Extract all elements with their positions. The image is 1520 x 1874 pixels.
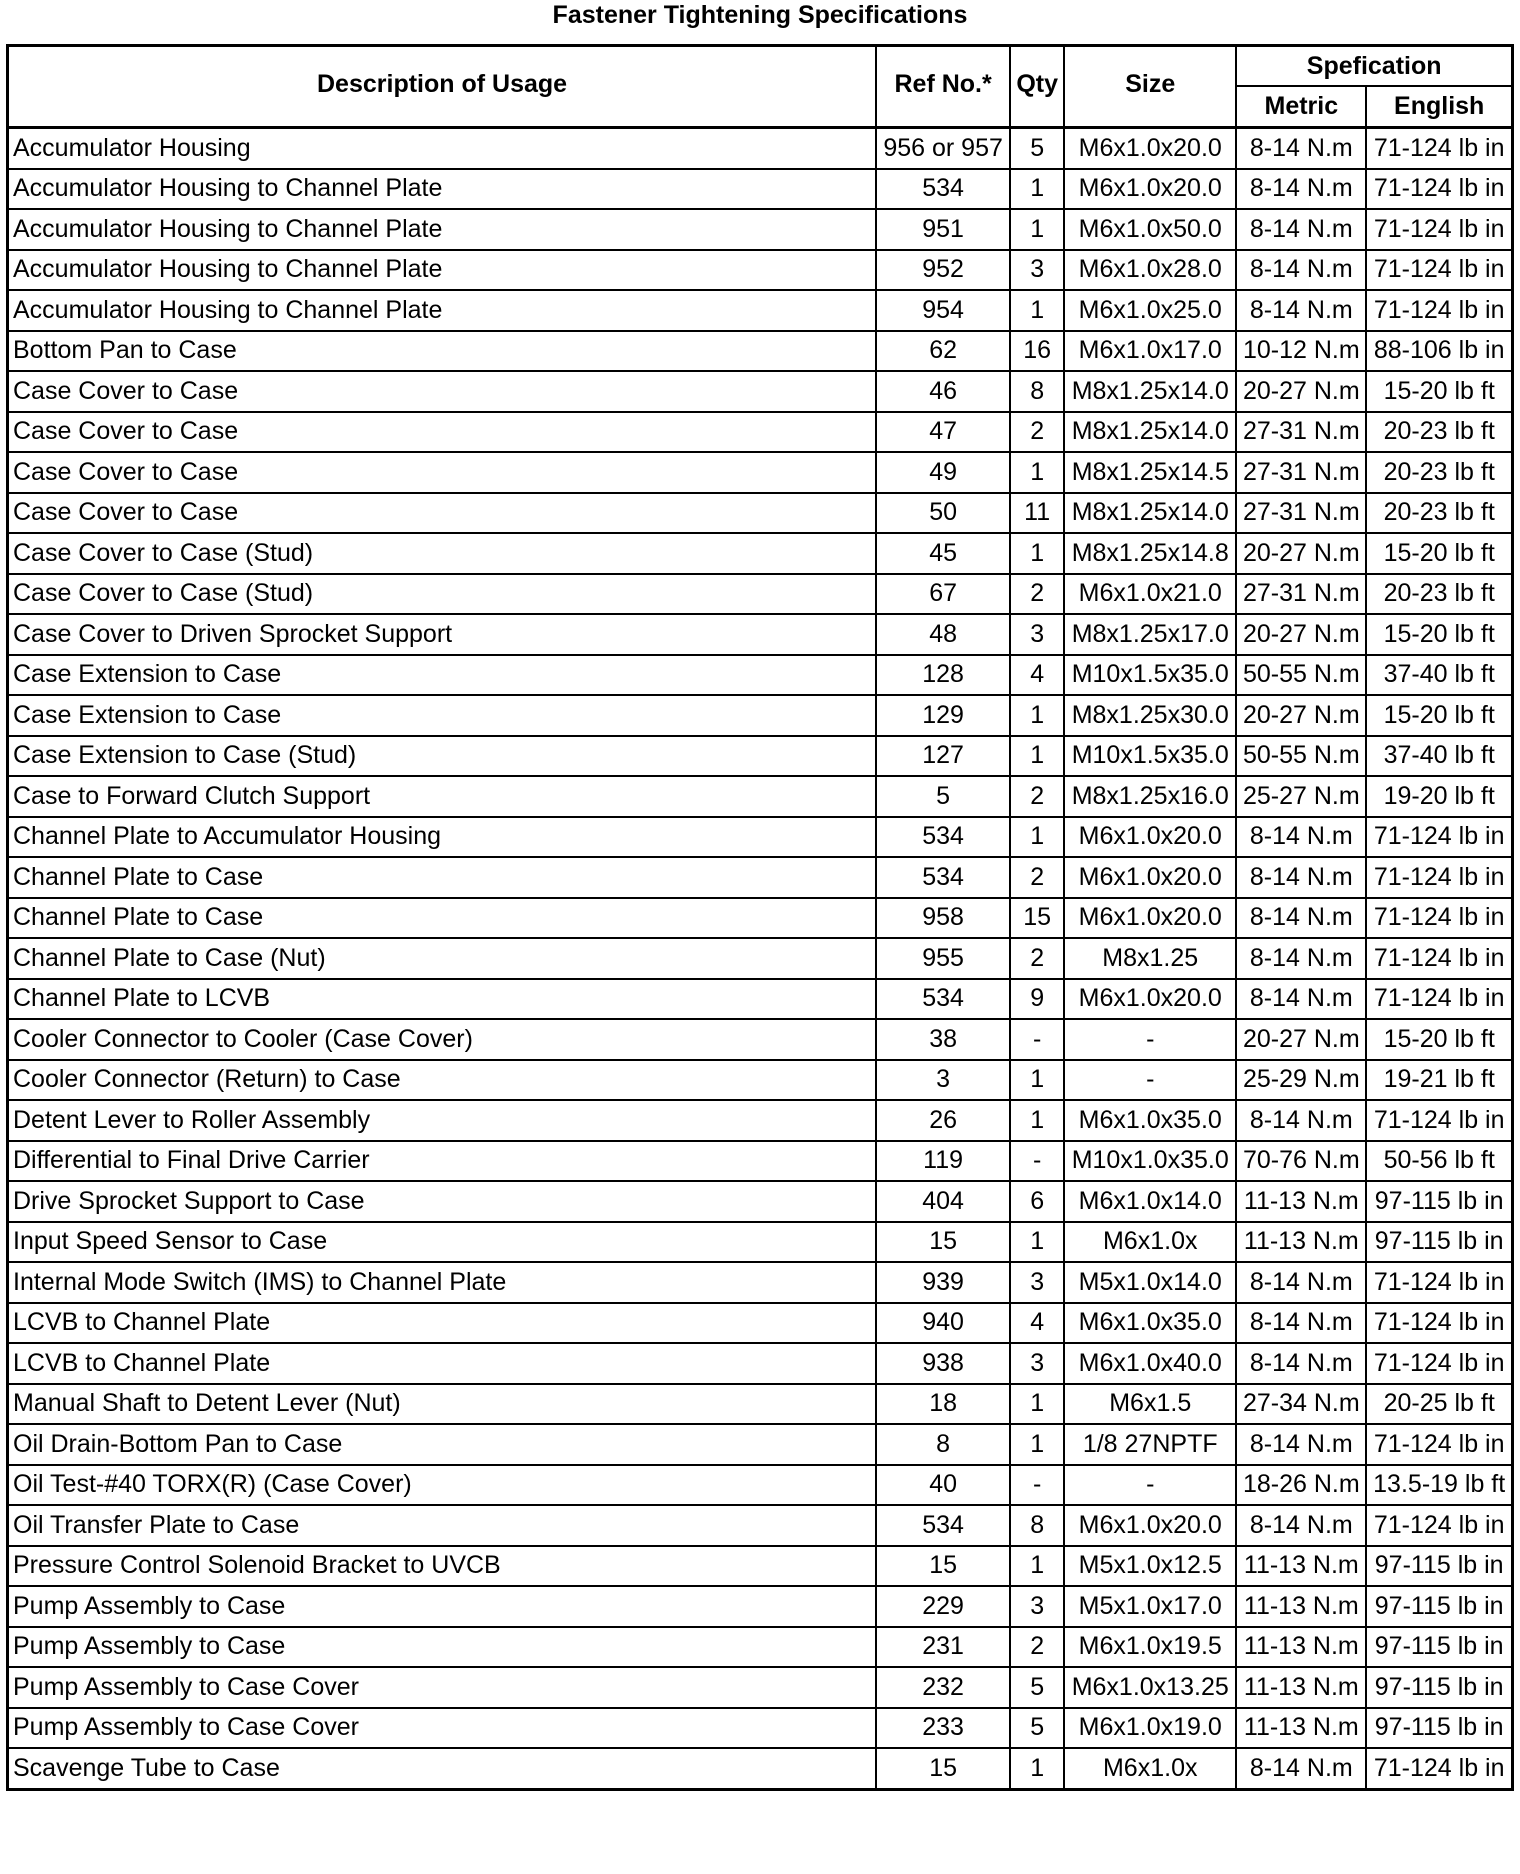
cell-size: M10x1.5x35.0 bbox=[1064, 655, 1236, 696]
cell-qty: 6 bbox=[1010, 1181, 1064, 1222]
table-row bbox=[8, 1586, 1513, 1627]
cell-size: M10x1.5x35.0 bbox=[1064, 736, 1236, 777]
cell-description: Accumulator Housing to Channel Plate bbox=[8, 169, 877, 210]
table-row bbox=[8, 452, 1513, 493]
cell-english: 20-23 lb ft bbox=[1366, 574, 1512, 615]
cell-size: M6x1.0x35.0 bbox=[1064, 1303, 1236, 1344]
cell-metric: 18-26 N.m bbox=[1236, 1465, 1366, 1506]
cell-description: Case Cover to Case bbox=[8, 371, 877, 412]
cell-ref-no: 951 bbox=[876, 209, 1010, 250]
cell-qty: 3 bbox=[1010, 1343, 1064, 1384]
cell-metric: 20-27 N.m bbox=[1236, 1019, 1366, 1060]
cell-size: M6x1.0x bbox=[1064, 1222, 1236, 1263]
cell-size: M8x1.25x17.0 bbox=[1064, 614, 1236, 655]
cell-metric: 8-14 N.m bbox=[1236, 169, 1366, 210]
cell-metric: 27-31 N.m bbox=[1236, 452, 1366, 493]
cell-ref-no: 50 bbox=[876, 493, 1010, 534]
cell-description: Case Cover to Case bbox=[8, 493, 877, 534]
cell-qty: 2 bbox=[1010, 857, 1064, 898]
cell-qty: - bbox=[1010, 1141, 1064, 1182]
cell-size: M8x1.25x14.8 bbox=[1064, 533, 1236, 574]
cell-english: 20-23 lb ft bbox=[1366, 493, 1512, 534]
table-row bbox=[8, 979, 1513, 1020]
cell-english: 71-124 lb in bbox=[1366, 128, 1512, 169]
table-row bbox=[8, 817, 1513, 858]
cell-ref-no: 954 bbox=[876, 290, 1010, 331]
cell-description: Cooler Connector (Return) to Case bbox=[8, 1060, 877, 1101]
cell-description: Case Cover to Driven Sprocket Support bbox=[8, 614, 877, 655]
cell-description: Bottom Pan to Case bbox=[8, 331, 877, 372]
cell-qty: - bbox=[1010, 1019, 1064, 1060]
cell-english: 37-40 lb ft bbox=[1366, 655, 1512, 696]
cell-english: 97-115 lb in bbox=[1366, 1181, 1512, 1222]
table-body bbox=[8, 128, 1513, 1790]
cell-english: 20-23 lb ft bbox=[1366, 452, 1512, 493]
cell-metric: 8-14 N.m bbox=[1236, 1303, 1366, 1344]
cell-description: LCVB to Channel Plate bbox=[8, 1343, 877, 1384]
cell-ref-no: 534 bbox=[876, 1505, 1010, 1546]
table-row bbox=[8, 169, 1513, 210]
cell-metric: 8-14 N.m bbox=[1236, 1100, 1366, 1141]
cell-size: M6x1.0x17.0 bbox=[1064, 331, 1236, 372]
cell-ref-no: 46 bbox=[876, 371, 1010, 412]
cell-english: 97-115 lb in bbox=[1366, 1627, 1512, 1668]
cell-english: 71-124 lb in bbox=[1366, 1303, 1512, 1344]
cell-english: 97-115 lb in bbox=[1366, 1586, 1512, 1627]
cell-size: M8x1.25x14.0 bbox=[1064, 493, 1236, 534]
header-size: Size bbox=[1064, 46, 1236, 128]
table-row bbox=[8, 1627, 1513, 1668]
cell-english: 15-20 lb ft bbox=[1366, 614, 1512, 655]
cell-qty: 15 bbox=[1010, 898, 1064, 939]
cell-ref-no: 534 bbox=[876, 169, 1010, 210]
table-row bbox=[8, 736, 1513, 777]
cell-metric: 27-31 N.m bbox=[1236, 574, 1366, 615]
cell-ref-no: 952 bbox=[876, 250, 1010, 291]
cell-metric: 8-14 N.m bbox=[1236, 1748, 1366, 1789]
cell-ref-no: 15 bbox=[876, 1222, 1010, 1263]
cell-qty: 2 bbox=[1010, 1627, 1064, 1668]
cell-description: Oil Drain-Bottom Pan to Case bbox=[8, 1424, 877, 1465]
cell-english: 71-124 lb in bbox=[1366, 1343, 1512, 1384]
cell-english: 71-124 lb in bbox=[1366, 1748, 1512, 1789]
cell-ref-no: 940 bbox=[876, 1303, 1010, 1344]
cell-ref-no: 129 bbox=[876, 695, 1010, 736]
cell-size: M8x1.25x14.0 bbox=[1064, 371, 1236, 412]
table-row bbox=[8, 1424, 1513, 1465]
cell-ref-no: 939 bbox=[876, 1262, 1010, 1303]
table-row bbox=[8, 695, 1513, 736]
cell-english: 20-23 lb ft bbox=[1366, 412, 1512, 453]
cell-qty: 9 bbox=[1010, 979, 1064, 1020]
cell-english: 20-25 lb ft bbox=[1366, 1384, 1512, 1425]
cell-description: Channel Plate to Case bbox=[8, 857, 877, 898]
cell-qty: 3 bbox=[1010, 250, 1064, 291]
cell-description: Oil Test-#40 TORX(R) (Case Cover) bbox=[8, 1465, 877, 1506]
cell-size: M6x1.0x25.0 bbox=[1064, 290, 1236, 331]
table-row bbox=[8, 857, 1513, 898]
cell-qty: 1 bbox=[1010, 1424, 1064, 1465]
cell-english: 71-124 lb in bbox=[1366, 938, 1512, 979]
cell-size: M8x1.25 bbox=[1064, 938, 1236, 979]
cell-ref-no: 119 bbox=[876, 1141, 1010, 1182]
cell-ref-no: 534 bbox=[876, 857, 1010, 898]
cell-description: Pump Assembly to Case Cover bbox=[8, 1667, 877, 1708]
cell-metric: 70-76 N.m bbox=[1236, 1141, 1366, 1182]
cell-qty: 2 bbox=[1010, 574, 1064, 615]
cell-size: M5x1.0x14.0 bbox=[1064, 1262, 1236, 1303]
cell-english: 15-20 lb ft bbox=[1366, 533, 1512, 574]
cell-description: Case Extension to Case bbox=[8, 655, 877, 696]
cell-ref-no: 938 bbox=[876, 1343, 1010, 1384]
cell-size: - bbox=[1064, 1060, 1236, 1101]
cell-english: 71-124 lb in bbox=[1366, 898, 1512, 939]
cell-size: M6x1.0x40.0 bbox=[1064, 1343, 1236, 1384]
table-row bbox=[8, 371, 1513, 412]
cell-qty: 1 bbox=[1010, 1060, 1064, 1101]
table-row bbox=[8, 1505, 1513, 1546]
cell-english: 97-115 lb in bbox=[1366, 1708, 1512, 1749]
cell-english: 71-124 lb in bbox=[1366, 1424, 1512, 1465]
fastener-spec-table bbox=[6, 44, 1514, 1791]
cell-ref-no: 3 bbox=[876, 1060, 1010, 1101]
cell-metric: 25-29 N.m bbox=[1236, 1060, 1366, 1101]
cell-description: Pump Assembly to Case bbox=[8, 1627, 877, 1668]
cell-description: Channel Plate to Accumulator Housing bbox=[8, 817, 877, 858]
cell-english: 97-115 lb in bbox=[1366, 1546, 1512, 1587]
table-row bbox=[8, 1181, 1513, 1222]
cell-english: 71-124 lb in bbox=[1366, 1505, 1512, 1546]
cell-ref-no: 45 bbox=[876, 533, 1010, 574]
cell-qty: 3 bbox=[1010, 614, 1064, 655]
cell-metric: 8-14 N.m bbox=[1236, 1343, 1366, 1384]
cell-ref-no: 18 bbox=[876, 1384, 1010, 1425]
table-row bbox=[8, 655, 1513, 696]
cell-english: 71-124 lb in bbox=[1366, 209, 1512, 250]
table-row bbox=[8, 250, 1513, 291]
cell-qty: 8 bbox=[1010, 371, 1064, 412]
cell-metric: 8-14 N.m bbox=[1236, 128, 1366, 169]
cell-qty: 1 bbox=[1010, 290, 1064, 331]
table-row bbox=[8, 1465, 1513, 1506]
cell-size: M6x1.0x20.0 bbox=[1064, 979, 1236, 1020]
cell-english: 15-20 lb ft bbox=[1366, 371, 1512, 412]
cell-size: M6x1.0x20.0 bbox=[1064, 898, 1236, 939]
cell-description: Accumulator Housing to Channel Plate bbox=[8, 209, 877, 250]
table-row bbox=[8, 493, 1513, 534]
cell-ref-no: 128 bbox=[876, 655, 1010, 696]
table-row bbox=[8, 1262, 1513, 1303]
cell-english: 71-124 lb in bbox=[1366, 857, 1512, 898]
cell-metric: 11-13 N.m bbox=[1236, 1667, 1366, 1708]
cell-ref-no: 534 bbox=[876, 979, 1010, 1020]
cell-description: Pressure Control Solenoid Bracket to UVCB bbox=[8, 1546, 877, 1587]
table-row bbox=[8, 1222, 1513, 1263]
header-description: Description of Usage bbox=[8, 46, 877, 128]
cell-metric: 50-55 N.m bbox=[1236, 736, 1366, 777]
cell-qty: 4 bbox=[1010, 655, 1064, 696]
cell-size: M6x1.0x19.0 bbox=[1064, 1708, 1236, 1749]
cell-ref-no: 15 bbox=[876, 1546, 1010, 1587]
table-row bbox=[8, 533, 1513, 574]
cell-qty: 1 bbox=[1010, 695, 1064, 736]
cell-size: M6x1.0x28.0 bbox=[1064, 250, 1236, 291]
cell-ref-no: 958 bbox=[876, 898, 1010, 939]
cell-metric: 11-13 N.m bbox=[1236, 1627, 1366, 1668]
cell-size: M10x1.0x35.0 bbox=[1064, 1141, 1236, 1182]
cell-metric: 27-34 N.m bbox=[1236, 1384, 1366, 1425]
cell-english: 19-21 lb ft bbox=[1366, 1060, 1512, 1101]
cell-metric: 8-14 N.m bbox=[1236, 938, 1366, 979]
cell-english: 15-20 lb ft bbox=[1366, 695, 1512, 736]
cell-size: M5x1.0x12.5 bbox=[1064, 1546, 1236, 1587]
table-header bbox=[8, 46, 1513, 128]
cell-size: M6x1.0x bbox=[1064, 1748, 1236, 1789]
cell-qty: 5 bbox=[1010, 1708, 1064, 1749]
table-row bbox=[8, 1343, 1513, 1384]
table-row bbox=[8, 1546, 1513, 1587]
cell-size: M8x1.25x14.0 bbox=[1064, 412, 1236, 453]
header-metric: Metric bbox=[1236, 86, 1366, 128]
cell-description: Pump Assembly to Case Cover bbox=[8, 1708, 877, 1749]
cell-description: Accumulator Housing bbox=[8, 128, 877, 169]
cell-ref-no: 8 bbox=[876, 1424, 1010, 1465]
cell-size: M8x1.25x30.0 bbox=[1064, 695, 1236, 736]
cell-metric: 11-13 N.m bbox=[1236, 1586, 1366, 1627]
cell-qty: 4 bbox=[1010, 1303, 1064, 1344]
cell-size: M6x1.0x35.0 bbox=[1064, 1100, 1236, 1141]
cell-metric: 50-55 N.m bbox=[1236, 655, 1366, 696]
cell-english: 37-40 lb ft bbox=[1366, 736, 1512, 777]
table-row bbox=[8, 938, 1513, 979]
cell-metric: 8-14 N.m bbox=[1236, 290, 1366, 331]
cell-ref-no: 26 bbox=[876, 1100, 1010, 1141]
cell-english: 71-124 lb in bbox=[1366, 1100, 1512, 1141]
cell-ref-no: 47 bbox=[876, 412, 1010, 453]
cell-ref-no: 15 bbox=[876, 1748, 1010, 1789]
cell-size: - bbox=[1064, 1465, 1236, 1506]
cell-description: Case Cover to Case bbox=[8, 412, 877, 453]
cell-qty: 1 bbox=[1010, 1100, 1064, 1141]
cell-ref-no: 229 bbox=[876, 1586, 1010, 1627]
cell-size: M6x1.0x13.25 bbox=[1064, 1667, 1236, 1708]
cell-qty: 1 bbox=[1010, 1222, 1064, 1263]
table-row bbox=[8, 412, 1513, 453]
cell-metric: 8-14 N.m bbox=[1236, 250, 1366, 291]
header-specification: Spefication bbox=[1236, 46, 1512, 87]
table-row bbox=[8, 1748, 1513, 1789]
table-row bbox=[8, 614, 1513, 655]
cell-qty: 11 bbox=[1010, 493, 1064, 534]
cell-size: M6x1.0x20.0 bbox=[1064, 817, 1236, 858]
cell-metric: 25-27 N.m bbox=[1236, 776, 1366, 817]
cell-english: 71-124 lb in bbox=[1366, 250, 1512, 291]
table-row bbox=[8, 209, 1513, 250]
cell-size: - bbox=[1064, 1019, 1236, 1060]
cell-qty: 1 bbox=[1010, 452, 1064, 493]
cell-description: Internal Mode Switch (IMS) to Channel Plate bbox=[8, 1262, 877, 1303]
cell-size: M6x1.0x50.0 bbox=[1064, 209, 1236, 250]
cell-size: 1/8 27NPTF bbox=[1064, 1424, 1236, 1465]
table-row bbox=[8, 1667, 1513, 1708]
cell-qty: 3 bbox=[1010, 1586, 1064, 1627]
cell-description: Detent Lever to Roller Assembly bbox=[8, 1100, 877, 1141]
cell-metric: 11-13 N.m bbox=[1236, 1546, 1366, 1587]
table-row bbox=[8, 1708, 1513, 1749]
table-row bbox=[8, 1100, 1513, 1141]
cell-description: Case Extension to Case (Stud) bbox=[8, 736, 877, 777]
cell-metric: 20-27 N.m bbox=[1236, 371, 1366, 412]
cell-qty: 2 bbox=[1010, 938, 1064, 979]
table-row bbox=[8, 331, 1513, 372]
table-row bbox=[8, 1384, 1513, 1425]
cell-description: Case to Forward Clutch Support bbox=[8, 776, 877, 817]
table-row bbox=[8, 1019, 1513, 1060]
cell-qty: 1 bbox=[1010, 1748, 1064, 1789]
cell-description: Case Cover to Case bbox=[8, 452, 877, 493]
cell-ref-no: 5 bbox=[876, 776, 1010, 817]
cell-size: M8x1.25x16.0 bbox=[1064, 776, 1236, 817]
cell-qty: 1 bbox=[1010, 736, 1064, 777]
cell-qty: 3 bbox=[1010, 1262, 1064, 1303]
cell-qty: 2 bbox=[1010, 776, 1064, 817]
cell-english: 71-124 lb in bbox=[1366, 1262, 1512, 1303]
cell-metric: 8-14 N.m bbox=[1236, 1505, 1366, 1546]
page-title: Fastener Tightening Specifications bbox=[552, 1, 968, 29]
cell-description: Oil Transfer Plate to Case bbox=[8, 1505, 877, 1546]
cell-size: M6x1.0x19.5 bbox=[1064, 1627, 1236, 1668]
cell-ref-no: 955 bbox=[876, 938, 1010, 979]
cell-ref-no: 231 bbox=[876, 1627, 1010, 1668]
cell-metric: 8-14 N.m bbox=[1236, 979, 1366, 1020]
cell-english: 88-106 lb in bbox=[1366, 331, 1512, 372]
cell-description: Case Extension to Case bbox=[8, 695, 877, 736]
cell-size: M6x1.5 bbox=[1064, 1384, 1236, 1425]
cell-description: Channel Plate to LCVB bbox=[8, 979, 877, 1020]
cell-description: Pump Assembly to Case bbox=[8, 1586, 877, 1627]
cell-ref-no: 956 or 957 bbox=[876, 128, 1010, 169]
cell-description: Drive Sprocket Support to Case bbox=[8, 1181, 877, 1222]
header-english: English bbox=[1366, 86, 1512, 128]
cell-metric: 8-14 N.m bbox=[1236, 857, 1366, 898]
cell-qty: 1 bbox=[1010, 1384, 1064, 1425]
cell-description: Differential to Final Drive Carrier bbox=[8, 1141, 877, 1182]
cell-description: Cooler Connector to Cooler (Case Cover) bbox=[8, 1019, 877, 1060]
cell-size: M6x1.0x20.0 bbox=[1064, 169, 1236, 210]
cell-english: 71-124 lb in bbox=[1366, 817, 1512, 858]
cell-qty: 16 bbox=[1010, 331, 1064, 372]
cell-qty: 1 bbox=[1010, 169, 1064, 210]
cell-description: Channel Plate to Case (Nut) bbox=[8, 938, 877, 979]
cell-description: Accumulator Housing to Channel Plate bbox=[8, 290, 877, 331]
cell-english: 13.5-19 lb ft bbox=[1366, 1465, 1512, 1506]
cell-qty: 1 bbox=[1010, 1546, 1064, 1587]
cell-ref-no: 49 bbox=[876, 452, 1010, 493]
cell-metric: 8-14 N.m bbox=[1236, 817, 1366, 858]
table-row bbox=[8, 290, 1513, 331]
cell-qty: 1 bbox=[1010, 209, 1064, 250]
cell-description: Manual Shaft to Detent Lever (Nut) bbox=[8, 1384, 877, 1425]
table-row bbox=[8, 776, 1513, 817]
cell-qty: 1 bbox=[1010, 817, 1064, 858]
cell-description: Case Cover to Case (Stud) bbox=[8, 533, 877, 574]
cell-size: M6x1.0x20.0 bbox=[1064, 857, 1236, 898]
cell-size: M6x1.0x21.0 bbox=[1064, 574, 1236, 615]
cell-metric: 27-31 N.m bbox=[1236, 493, 1366, 534]
cell-english: 71-124 lb in bbox=[1366, 290, 1512, 331]
cell-description: LCVB to Channel Plate bbox=[8, 1303, 877, 1344]
cell-ref-no: 233 bbox=[876, 1708, 1010, 1749]
cell-metric: 8-14 N.m bbox=[1236, 209, 1366, 250]
cell-metric: 8-14 N.m bbox=[1236, 1262, 1366, 1303]
cell-metric: 10-12 N.m bbox=[1236, 331, 1366, 372]
cell-english: 50-56 lb ft bbox=[1366, 1141, 1512, 1182]
cell-ref-no: 38 bbox=[876, 1019, 1010, 1060]
cell-english: 15-20 lb ft bbox=[1366, 1019, 1512, 1060]
cell-ref-no: 48 bbox=[876, 614, 1010, 655]
cell-metric: 20-27 N.m bbox=[1236, 614, 1366, 655]
table-row bbox=[8, 1060, 1513, 1101]
cell-description: Case Cover to Case (Stud) bbox=[8, 574, 877, 615]
cell-english: 97-115 lb in bbox=[1366, 1667, 1512, 1708]
cell-ref-no: 67 bbox=[876, 574, 1010, 615]
cell-size: M8x1.25x14.5 bbox=[1064, 452, 1236, 493]
cell-qty: 5 bbox=[1010, 1667, 1064, 1708]
cell-english: 71-124 lb in bbox=[1366, 169, 1512, 210]
table-row bbox=[8, 574, 1513, 615]
cell-metric: 20-27 N.m bbox=[1236, 533, 1366, 574]
cell-size: M6x1.0x20.0 bbox=[1064, 1505, 1236, 1546]
cell-english: 97-115 lb in bbox=[1366, 1222, 1512, 1263]
cell-english: 19-20 lb ft bbox=[1366, 776, 1512, 817]
cell-metric: 20-27 N.m bbox=[1236, 695, 1366, 736]
table-row bbox=[8, 128, 1513, 169]
cell-description: Channel Plate to Case bbox=[8, 898, 877, 939]
table-row bbox=[8, 898, 1513, 939]
cell-qty: 8 bbox=[1010, 1505, 1064, 1546]
cell-ref-no: 40 bbox=[876, 1465, 1010, 1506]
cell-metric: 8-14 N.m bbox=[1236, 1424, 1366, 1465]
cell-ref-no: 127 bbox=[876, 736, 1010, 777]
cell-description: Accumulator Housing to Channel Plate bbox=[8, 250, 877, 291]
header-ref-no: Ref No.* bbox=[876, 46, 1010, 128]
cell-description: Scavenge Tube to Case bbox=[8, 1748, 877, 1789]
cell-qty: 2 bbox=[1010, 412, 1064, 453]
header-qty: Qty bbox=[1010, 46, 1064, 128]
cell-metric: 27-31 N.m bbox=[1236, 412, 1366, 453]
cell-metric: 11-13 N.m bbox=[1236, 1708, 1366, 1749]
cell-metric: 11-13 N.m bbox=[1236, 1181, 1366, 1222]
cell-size: M6x1.0x20.0 bbox=[1064, 128, 1236, 169]
cell-size: M5x1.0x17.0 bbox=[1064, 1586, 1236, 1627]
cell-description: Input Speed Sensor to Case bbox=[8, 1222, 877, 1263]
cell-metric: 8-14 N.m bbox=[1236, 898, 1366, 939]
cell-qty: 5 bbox=[1010, 128, 1064, 169]
cell-size: M6x1.0x14.0 bbox=[1064, 1181, 1236, 1222]
cell-english: 71-124 lb in bbox=[1366, 979, 1512, 1020]
cell-ref-no: 62 bbox=[876, 331, 1010, 372]
cell-qty: 1 bbox=[1010, 533, 1064, 574]
cell-metric: 11-13 N.m bbox=[1236, 1222, 1366, 1263]
cell-ref-no: 232 bbox=[876, 1667, 1010, 1708]
cell-qty: - bbox=[1010, 1465, 1064, 1506]
cell-ref-no: 534 bbox=[876, 817, 1010, 858]
table-row bbox=[8, 1303, 1513, 1344]
cell-ref-no: 404 bbox=[876, 1181, 1010, 1222]
table-row bbox=[8, 1141, 1513, 1182]
